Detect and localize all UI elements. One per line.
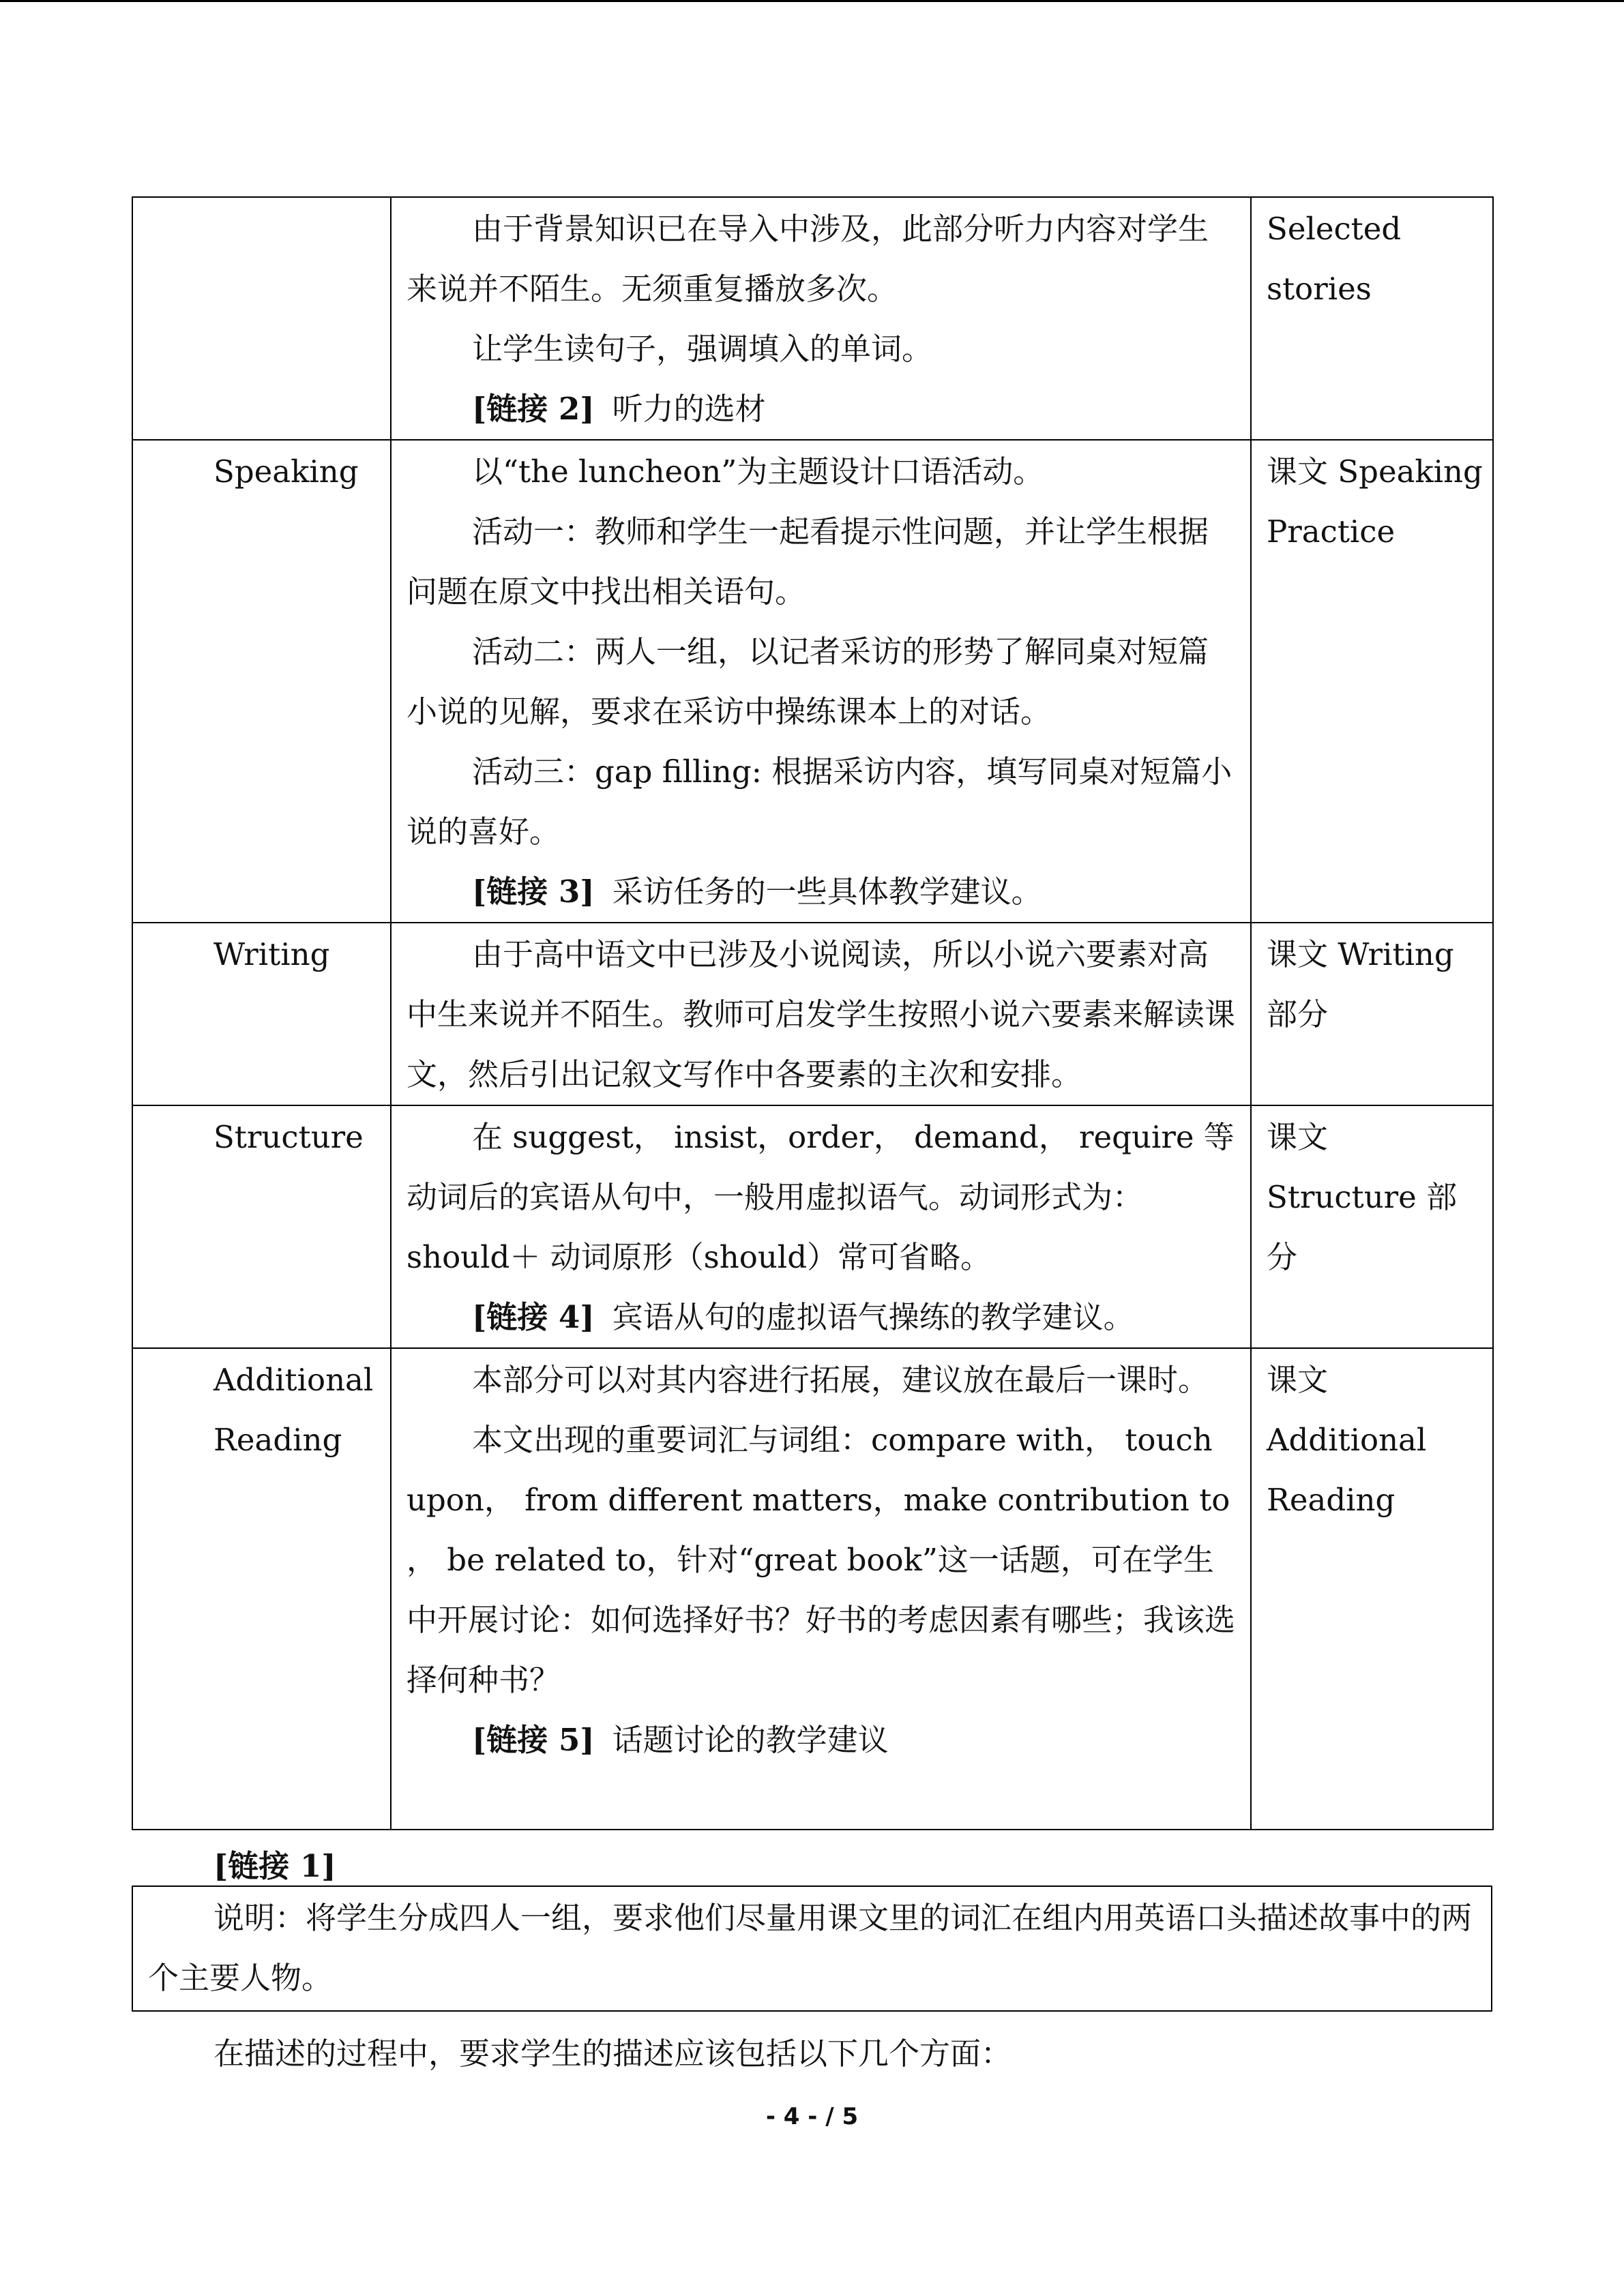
- link-tag[interactable]: [链接 4]: [472, 1299, 595, 1335]
- resource-cell: Selected stories: [1251, 197, 1493, 440]
- link-line: [407, 379, 1235, 439]
- content-cell: [391, 440, 1251, 923]
- table-row-listening: [132, 197, 1493, 440]
- link1-heading: [链接 1]: [213, 1848, 336, 1884]
- link-tag[interactable]: [链接 3]: [472, 874, 595, 910]
- link-text: 听力的选材: [612, 391, 766, 427]
- table-row-speaking: [132, 440, 1493, 923]
- content-cell: [391, 197, 1251, 440]
- link-line: [407, 862, 1235, 922]
- section-cell: Speaking: [132, 440, 391, 923]
- link-line: [407, 1710, 1235, 1770]
- content-paragraph: 本部分可以对其内容进行拓展，建议放在最后一课时。: [472, 1362, 1209, 1398]
- resource-cell: 课文 Writing 部分: [1251, 923, 1493, 1105]
- content-paragraph: 活动二：两人一组，以记者采访的形势了解同桌对短篇小说的见解，要求在采访中操练课本上的对话。: [407, 633, 1209, 730]
- table-row-additional-reading: [132, 1348, 1493, 1830]
- content-cell: [391, 923, 1251, 1105]
- content-paragraph: 以“the luncheon”为主题设计口语活动。: [472, 453, 1044, 490]
- section-cell: Structure: [132, 1105, 391, 1348]
- link-tag[interactable]: [链接 2]: [472, 391, 595, 427]
- link-tag[interactable]: [链接 5]: [472, 1722, 595, 1758]
- link1-description-text: 在描述的过程中，要求学生的描述应该包括以下几个方面：: [213, 2036, 1012, 2072]
- link-text: 话题讨论的教学建议: [612, 1722, 889, 1758]
- content-cell: [391, 1105, 1251, 1348]
- content-paragraph: 活动一：教师和学生一起看提示性问题，并让学生根据问题在原文中找出相关语句。: [407, 513, 1209, 610]
- resource-cell: 课文 Speaking Practice: [1251, 440, 1493, 923]
- link1-note-text: 说明：将学生分成四人一组，要求他们尽量用课文里的词汇在组内用英语口头描述故事中的两个主要人物。: [148, 1900, 1473, 1996]
- resource-cell: 课文 Structure 部分: [1251, 1105, 1493, 1348]
- table-row-writing: [132, 923, 1493, 1105]
- top-border-line: [0, 0, 1624, 2]
- section-cell: [132, 197, 391, 440]
- page-number: - 4 - / 5: [765, 2103, 859, 2130]
- content-paragraph: 本文出现的重要词汇与词组：compare with， touch upon， from different matters，make contribution to ， be related to，针对“great book”这一话题，可在学生中开展讨论：如何选择好书？好书的考虑因素有哪些；我该选择何种书？: [407, 1422, 1236, 1698]
- link-line: [407, 1287, 1235, 1347]
- link-text: 宾语从句的虚拟语气操练的教学建议。: [612, 1299, 1134, 1335]
- content-paragraph: 由于背景知识已在导入中涉及，此部分听力内容对学生来说并不陌生。无须重复播放多次。: [407, 211, 1209, 307]
- content-paragraph: 活动三：gap filling: 根据采访内容，填写同桌对短篇小说的喜好。: [407, 754, 1232, 850]
- content-paragraph: 让学生读句子，强调填入的单词。: [472, 331, 933, 367]
- content-cell: [391, 1348, 1251, 1830]
- table-row-structure: [132, 1105, 1493, 1348]
- link1-note-box: [132, 1885, 1492, 2012]
- content-paragraph: 在 suggest， insist，order， demand， require 等动词后的宾语从句中，一般用虚拟语气。动词形式为：should＋ 动词原形（should）常可省略。: [407, 1119, 1235, 1275]
- lesson-plan-table: [132, 196, 1494, 1830]
- content-paragraph: 由于高中语文中已涉及小说阅读，所以小说六要素对高中生来说并不陌生。教师可启发学生按照小说六要素来解读课文，然后引出记叙文写作中各要素的主次和安排。: [407, 936, 1236, 1092]
- section-cell: Writing: [132, 923, 391, 1105]
- resource-cell: 课文 Additional Reading: [1251, 1348, 1493, 1830]
- link-text: 采访任务的一些具体教学建议。: [612, 874, 1042, 910]
- section-cell: Additional Reading: [132, 1348, 391, 1830]
